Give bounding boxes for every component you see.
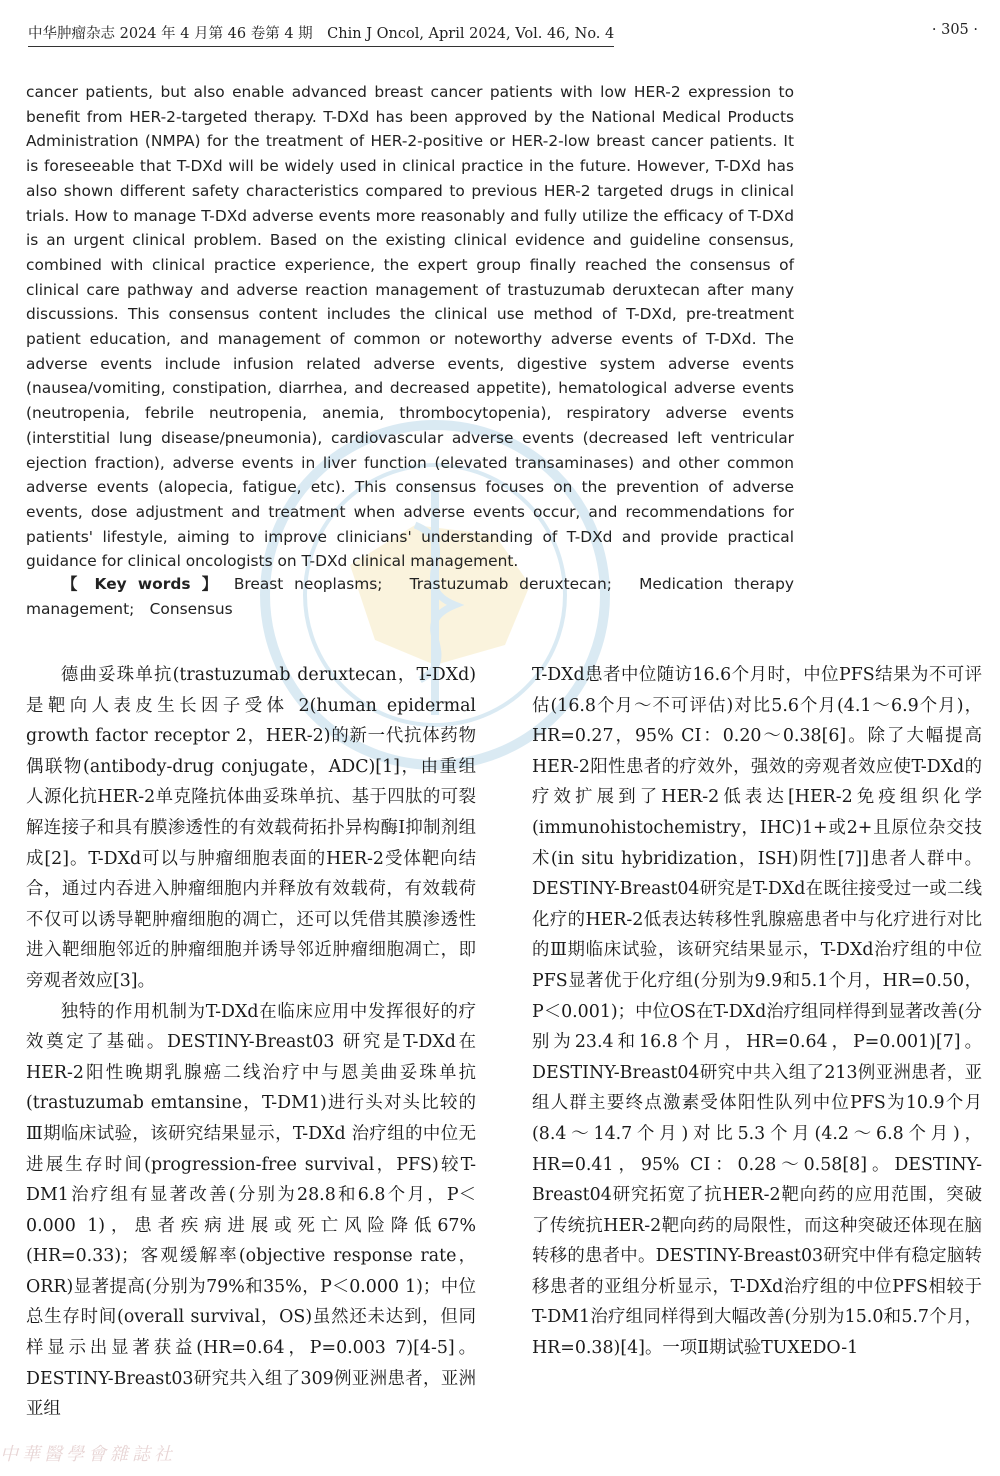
body-left-column	[26, 660, 476, 1425]
keywords-label: 【 Key words 】	[62, 575, 224, 593]
running-header	[28, 22, 978, 46]
keywords-text: Breast neoplasms; Trastuzumab deruxtecan; Medication therapy management; Consensus	[26, 575, 794, 618]
page-number: · 305 ·	[931, 22, 978, 38]
body-paragraph: T-DXd患者中位随访16.6个月时，中位PFS结果为不可评估(16.8个月～不可评估)对比5.6个月(4.1～6.9个月)，HR=0.27，95% CI：0.20～0.38[6]。除了大幅提高HER-2阳性患者的疗效外，强效的旁观者效应使T-DXd的疗效扩展到了HER-2低表达[HER-2免疫组织化学(immunohistochemistry，IHC)1+或2+且原位杂交技术(in situ hybridization，ISH)阴性[7]]患者人群中。DESTINY-Breast04研究是T-DXd在既往接受过一或二线化疗的HER-2低表达转移性乳腺癌患者中与化疗进行对比的Ⅲ期临床试验，该研究结果显示，T-DXd治疗组的中位PFS显著优于化疗组(分别为9.9和5.1个月，HR=0.50，P＜0.001)；中位OS在T-DXd治疗组同样得到显著改善(分别为23.4和16.8个月，HR=0.64，P=0.001)[7]。DESTINY-Breast04研究中共入组了213例亚洲患者，亚组人群主要终点激素受体阳性队列中位PFS为10.9个月(8.4～14.7个月)对比5.3个月(4.2～6.8个月)，HR=0.41，95% CI：0.28～0.58[8]。DESTINY-Breast04研究拓宽了抗HER-2靶向药的应用范围，突破了传统抗HER-2靶向药的局限性，而这种突破还体现在脑转移的患者中。DESTINY-Breast03研究中伴有稳定脑转移患者的亚组分析显示，T-DXd治疗组的中位PFS相较于T-DM1治疗组同样得到大幅改善(分别为15.0和5.7个月，HR=0.38)[4]。一项Ⅱ期试验TUXEDO-1	[532, 665, 982, 1359]
english-abstract	[26, 80, 794, 574]
body-paragraph: 独特的作用机制为T-DXd在临床应用中发挥很好的疗效奠定了基础。DESTINY-Breast03 研究是T-DXd在HER-2阳性晚期乳腺癌二线治疗中与恩美曲妥珠单抗(trastuzumab emtansine，T-DM1)进行头对头比较的Ⅲ期临床试验，该研究结果显示，T-DXd 治疗组的中位无进展生存时间(progression-free survival，PFS)较T-DM1治疗组有显著改善(分别为28.8和6.8个月，P＜0.000 1)，患者疾病进展或死亡风险降低67%(HR=0.33)；客观缓解率(objective response rate，ORR)显著提高(分别为79%和35%，P＜0.000 1)；中位总生存时间(overall survival，OS)虽然还未达到，但同样显示出显著获益(HR=0.64，P=0.003 7)[4-5]。DESTINY-Breast03研究共入组了309例亚洲患者，亚洲亚组	[26, 1001, 476, 1420]
journal-title: 中华肿瘤杂志 2024 年 4 月第 46 卷第 4 期 Chin J Oncol, April 2024, Vol. 46, No. 4	[28, 22, 614, 47]
keywords-block	[26, 572, 794, 621]
publisher-watermark: 中華醫學會雜誌社	[0, 1444, 176, 1465]
body-paragraph: 德曲妥珠单抗(trastuzumab deruxtecan，T-DXd)是靶向人表皮生长因子受体 2(human epidermal growth factor receptor 2，HER-2)的新一代抗体药物偶联物(antibody-drug conjugate，ADC)[1]，由重组人源化抗HER-2单克隆抗体曲妥珠单抗、基于四肽的可裂解连接子和具有膜渗透性的有效载荷拓扑异构酶Ⅰ抑制剂组成[2]。T-DXd可以与肿瘤细胞表面的HER-2受体靶向结合，通过内吞进入肿瘤细胞内并释放有效载荷，有效载荷不仅可以诱导靶肿瘤细胞的凋亡，还可以凭借其膜渗透性进入靶细胞邻近的肿瘤细胞并诱导邻近肿瘤细胞凋亡，即旁观者效应[3]。	[26, 665, 476, 991]
body-right-column	[532, 660, 982, 1364]
abstract-text: cancer patients, but also enable advanced breast cancer patients with low HER-2 expression to benefit from HER-2-targeted therapy. T-DXd has been approved by the National Medical Products Administration (NMPA) for the treatment of HER-2-positive or HER-2-low breast cancer patients. It is foreseeable that T-DXd will be widely used in clinical practice in the future. However, T-DXd has also shown different safety characteristics compared to previous HER-2 targeted drugs in clinical trials. How to manage T-DXd adverse events more reasonably and fully utilize the efficacy of T-DXd is an urgent clinical problem. Based on the existing clinical evidence and guideline consensus, combined with clinical practice experience, the expert group finally reached the consensus of clinical care pathway and adverse reaction management of trastuzumab deruxtecan after many discussions. This consensus content includes the clinical use method of T-DXd, pre-treatment patient education, and management of common or noteworthy adverse events of T-DXd. The adverse events include infusion related adverse events, digestive system adverse events (nausea/vomiting, constipation, diarrhea, and decreased appetite), hematological adverse events (neutropenia, febrile neutropenia, anemia, thrombocytopenia), respiratory adverse events (interstitial lung disease/pneumonia), cardiovascular adverse events (decreased left ventricular ejection fraction), adverse events in liver function (elevated transaminases) and other common adverse events (alopecia, fatigue, etc). This consensus focuses on the prevention of adverse events, dose adjustment and treatment when adverse events occur, and recommendations for patients' lifestyle, aiming to improve clinicians' understanding of T-DXd and provide practical guidance for clinical oncologists on T-DXd clinical management.	[26, 83, 794, 571]
